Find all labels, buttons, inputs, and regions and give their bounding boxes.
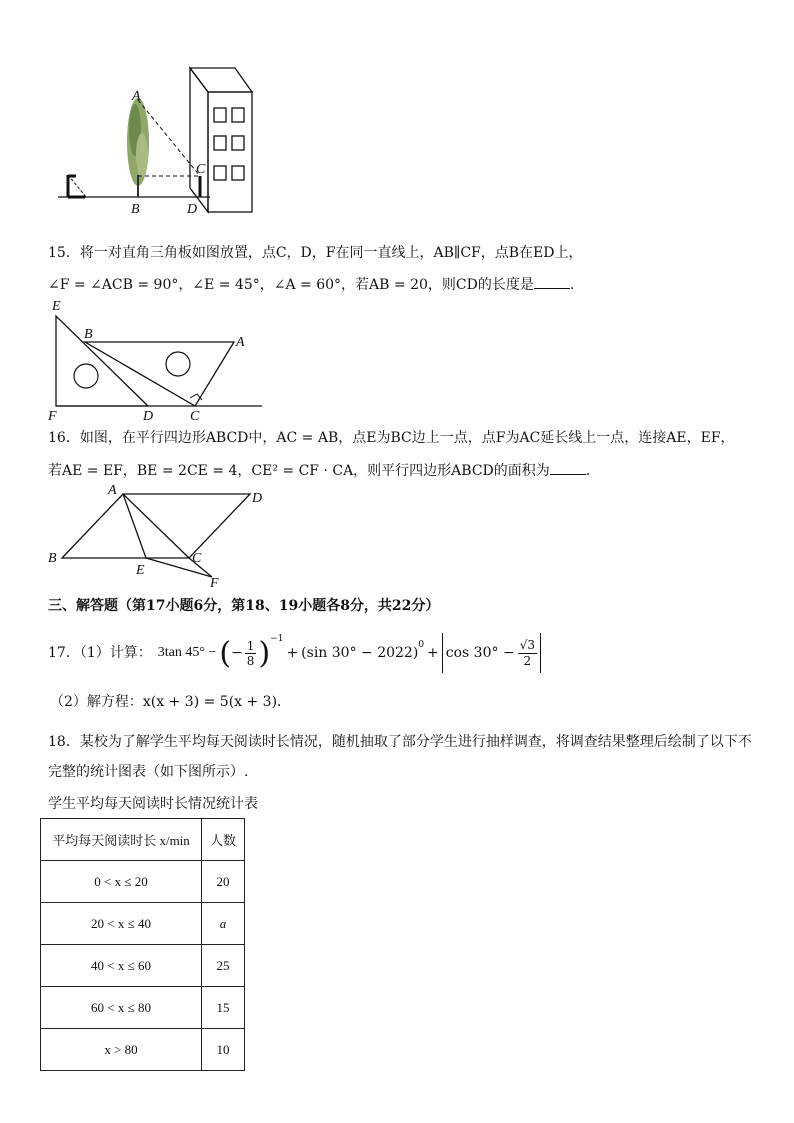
table-header-row	[41, 819, 245, 861]
label-b: B	[84, 327, 93, 342]
answer-blank	[550, 460, 586, 475]
tree-building-figure	[50, 60, 270, 220]
label-b: B	[48, 551, 57, 566]
triangles-figure	[44, 296, 264, 422]
label-e: E	[52, 299, 61, 314]
table-row: 0 < x ≤ 20 20	[41, 861, 245, 903]
table-row: 40 < x ≤ 60 25	[41, 945, 245, 987]
label-e: E	[136, 563, 145, 578]
table-row: x > 80 10	[41, 1029, 245, 1071]
header-duration: 平均每天阅读时长 x/min	[41, 819, 202, 861]
header-count: 人数	[202, 819, 245, 861]
hole-circle-right	[166, 352, 190, 376]
table-row: 60 < x ≤ 80 15	[41, 987, 245, 1029]
segment-ef	[146, 558, 212, 577]
diagonal-ac	[123, 494, 189, 558]
segment-ae	[123, 494, 146, 558]
label-f: F	[210, 576, 219, 588]
stats-table	[40, 818, 245, 1071]
label-c: C	[196, 162, 206, 177]
q17-part2: （2）解方程：x(x + 3) = 5(x + 3)．	[50, 694, 292, 710]
sqrt-fraction: $\frac{√3}{2}$	[519, 637, 535, 668]
table-row: 20 < x ≤ 40 a	[41, 903, 245, 945]
answer-blank	[534, 274, 570, 289]
label-a: A	[132, 89, 141, 104]
q17-label: 17．（1）计算：	[48, 645, 152, 661]
label-a: A	[236, 335, 245, 350]
label-d: D	[187, 202, 198, 217]
absolute-value: cos 30° − $\frac{√3}{2}$	[442, 633, 541, 673]
hole-circle-left	[74, 364, 98, 388]
label-b: B	[131, 202, 140, 217]
label-d: D	[143, 409, 154, 422]
label-c: C	[192, 551, 202, 566]
label-c: C	[190, 409, 200, 422]
label-d: D	[252, 491, 263, 506]
section-heading: 三、解答题（第17小题6分，第18、19小题各8分，共22分）	[48, 598, 440, 614]
triangle-abc	[85, 342, 234, 406]
fraction: $\frac{1}{8}$	[246, 638, 255, 668]
q15-line1: 15．将一对直角三角板如图放置，点C，D，F在同一直线上，AB∥CF，点B在ED上，	[48, 245, 583, 261]
table-title: 学生平均每天阅读时长情况统计表	[48, 796, 258, 812]
parallelogram-figure	[44, 482, 274, 588]
q16-line2: 若AE = EF，BE = 2CE = 4，CE² = CF · CA，则平行四边形ABCD的面积为 .	[48, 460, 590, 481]
q17-part1: 17．（1）计算： 3tan 45° − ( − $\frac{1}{8}$ ) $^{-1}$ + ( sin 30° − 2022 ) $^0$ + cos 30° − $\frac{√3}{2}$	[48, 632, 541, 674]
tree-icon	[127, 98, 149, 197]
q16-line1: 16．如图，在平行四边形ABCD中，AC = AB，点E为BC边上一点，点F为AC延长线上一点，连接AE，EF，	[48, 430, 735, 446]
q18-line1: 18．某校为了解学生平均每天阅读时长情况，随机抽取了部分学生进行抽样调查，将调查结果整理后绘制了以下不	[48, 734, 752, 750]
label-a: A	[108, 483, 117, 498]
triangle-efd	[56, 316, 148, 406]
q15-line2: ∠F = ∠ACB = 90°，∠E = 45°，∠A = 60°，若AB = 20，则CD的长度是 .	[48, 274, 574, 295]
label-f: F	[48, 409, 57, 422]
q15-line2-text: ∠F = ∠ACB = 90°，∠E = 45°，∠A = 60°，若AB = 20，则CD的长度是	[48, 277, 534, 293]
q18-line2: 完整的统计图表（如下图所示）.	[48, 764, 249, 780]
